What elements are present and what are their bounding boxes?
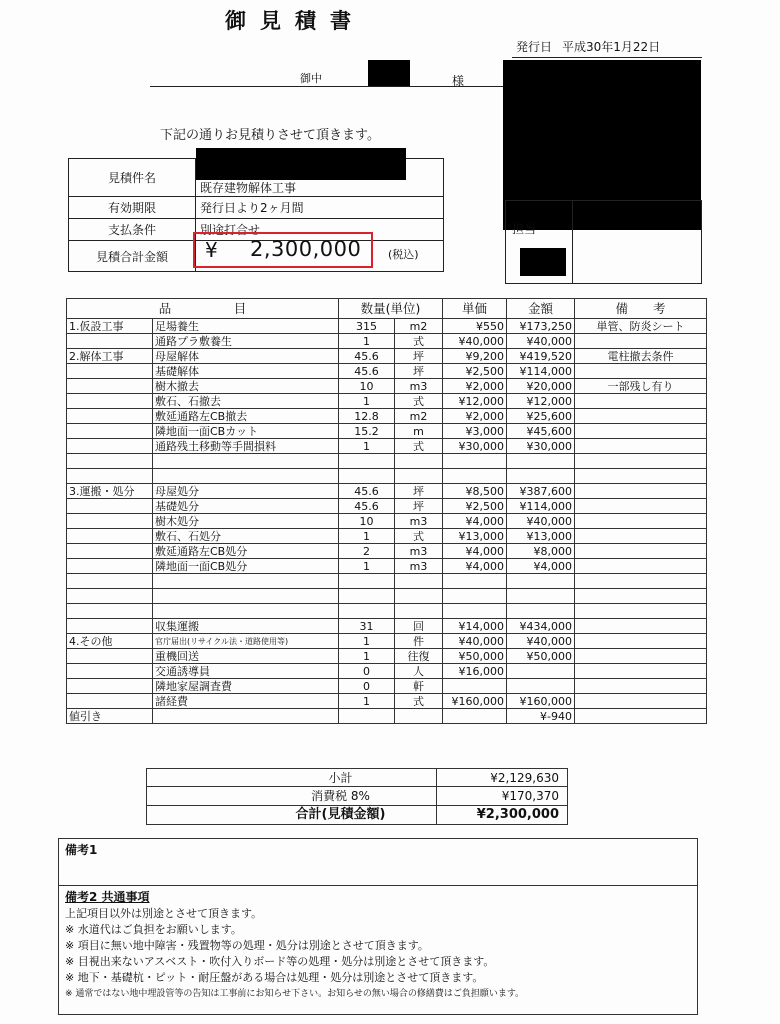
- qty-cell: [339, 469, 395, 484]
- price-cell: ¥9,200: [443, 349, 507, 364]
- item-cell: 諸経費: [153, 694, 339, 709]
- price-cell: [443, 454, 507, 469]
- amount-cell: ¥12,000: [507, 394, 575, 409]
- info-value: 別途打合せ: [200, 223, 261, 237]
- amount-cell: ¥40,000: [507, 634, 575, 649]
- qty-cell: 0: [339, 679, 395, 694]
- amount-cell: ¥434,000: [507, 619, 575, 634]
- price-cell: ¥40,000: [443, 634, 507, 649]
- qty-cell: 1: [339, 634, 395, 649]
- price-cell: ¥12,000: [443, 394, 507, 409]
- qty-cell: 45.6: [339, 349, 395, 364]
- price-cell: [443, 709, 507, 724]
- grand-total-label: 合計(見積金額): [147, 806, 437, 824]
- remarks-cell: [575, 679, 707, 694]
- price-cell: ¥2,500: [443, 499, 507, 514]
- item-cell: [153, 574, 339, 589]
- category-cell: [67, 664, 153, 679]
- table-row: [67, 349, 707, 364]
- amount-cell: ¥13,000: [507, 529, 575, 544]
- category-cell: [67, 439, 153, 454]
- amount-cell: [507, 469, 575, 484]
- total-yen-sign: ¥: [205, 238, 218, 262]
- remarks-cell: [575, 694, 707, 709]
- category-cell: [67, 529, 153, 544]
- price-cell: ¥2,000: [443, 409, 507, 424]
- item-cell: 隣地面一面CBカット: [153, 424, 339, 439]
- qty-cell: 10: [339, 379, 395, 394]
- category-cell: [67, 499, 153, 514]
- unit-cell: [395, 469, 443, 484]
- category-cell: [67, 604, 153, 619]
- qty-cell: [339, 589, 395, 604]
- table-row: [67, 529, 707, 544]
- remarks-cell: [575, 574, 707, 589]
- info-row-validity: [69, 197, 443, 219]
- amount-cell: ¥40,000: [507, 334, 575, 349]
- price-cell: ¥3,000: [443, 424, 507, 439]
- amount-cell: [507, 574, 575, 589]
- price-cell: ¥550: [443, 319, 507, 334]
- unit-cell: 坪: [395, 364, 443, 379]
- item-cell: 隣地家屋調査費: [153, 679, 339, 694]
- item-cell: [153, 604, 339, 619]
- price-cell: ¥4,000: [443, 559, 507, 574]
- unit-cell: 坪: [395, 484, 443, 499]
- remarks-line: ※ 地下・基礎杭・ピット・耐圧盤がある場合は処理・処分は別途とさせて頂きます。: [65, 971, 484, 984]
- table-row: [67, 334, 707, 349]
- item-cell: 樹木撤去: [153, 379, 339, 394]
- qty-cell: 10: [339, 514, 395, 529]
- remarks-cell: [575, 589, 707, 604]
- unit-cell: 式: [395, 439, 443, 454]
- table-row: [67, 709, 707, 724]
- price-cell: ¥16,000: [443, 664, 507, 679]
- qty-cell: [339, 604, 395, 619]
- unit-cell: 往復: [395, 649, 443, 664]
- issue-date-row: [512, 38, 702, 58]
- price-cell: ¥4,000: [443, 544, 507, 559]
- info-value: 発行日より2ヶ月間: [200, 201, 304, 215]
- remarks-cell: [575, 424, 707, 439]
- category-cell: 4.その他: [67, 634, 153, 649]
- category-cell: [67, 574, 153, 589]
- item-cell: 重機回送: [153, 649, 339, 664]
- item-cell: 敷石、石撤去: [153, 394, 339, 409]
- remarks-cell: [575, 454, 707, 469]
- table-row: [67, 424, 707, 439]
- unit-cell: 回: [395, 619, 443, 634]
- table-row: [67, 499, 707, 514]
- price-cell: [443, 469, 507, 484]
- item-cell: 官庁届出(リサイクル法・道路使用等): [153, 634, 339, 649]
- remarks-1-title: 備考1: [65, 843, 98, 857]
- price-cell: [443, 604, 507, 619]
- table-row: [67, 604, 707, 619]
- remarks-cell: [575, 409, 707, 424]
- issue-date-label: 発行日: [516, 40, 553, 54]
- items-table-wrap: [66, 298, 706, 724]
- subtotal-row: [146, 768, 568, 787]
- price-cell: [443, 589, 507, 604]
- remarks-cell: [575, 559, 707, 574]
- tax-row: [146, 787, 568, 806]
- remarks-line: ※ 項目に無い地中障害・残置物等の処理・処分は別途とさせて頂きます。: [65, 939, 429, 952]
- unit-cell: [395, 709, 443, 724]
- redacted-subject: [196, 148, 406, 180]
- category-cell: [67, 454, 153, 469]
- amount-cell: ¥114,000: [507, 499, 575, 514]
- item-cell: 敷延通路左CB撤去: [153, 409, 339, 424]
- table-row: [67, 484, 707, 499]
- amount-cell: ¥50,000: [507, 649, 575, 664]
- item-cell: [153, 454, 339, 469]
- category-cell: 1.仮設工事: [67, 319, 153, 334]
- qty-cell: 1: [339, 649, 395, 664]
- category-cell: [67, 544, 153, 559]
- amount-cell: ¥45,600: [507, 424, 575, 439]
- document-title: 御見積書: [225, 9, 365, 33]
- qty-cell: 15.2: [339, 424, 395, 439]
- grand-total-value: ¥2,300,000: [476, 807, 559, 822]
- category-cell: [67, 424, 153, 439]
- amount-cell: ¥114,000: [507, 364, 575, 379]
- unit-cell: 式: [395, 394, 443, 409]
- remarks-cell: 単管、防炎シート: [575, 319, 707, 334]
- item-cell: 通路プラ敷養生: [153, 334, 339, 349]
- tax-label: 消費税 8%: [147, 787, 437, 805]
- amount-cell: [507, 589, 575, 604]
- header-qty-unit: 数量(単位): [339, 299, 443, 319]
- qty-cell: [339, 574, 395, 589]
- table-row: [67, 634, 707, 649]
- unit-cell: 式: [395, 529, 443, 544]
- qty-cell: 45.6: [339, 499, 395, 514]
- onchu-label: 御中: [300, 72, 322, 85]
- category-cell: [67, 334, 153, 349]
- category-cell: [67, 649, 153, 664]
- item-cell: 収集運搬: [153, 619, 339, 634]
- unit-cell: m2: [395, 409, 443, 424]
- table-row: [67, 559, 707, 574]
- price-cell: ¥13,000: [443, 529, 507, 544]
- unit-cell: m3: [395, 379, 443, 394]
- qty-cell: 1: [339, 694, 395, 709]
- amount-cell: ¥30,000: [507, 439, 575, 454]
- qty-cell: 0: [339, 664, 395, 679]
- remarks-cell: [575, 709, 707, 724]
- remarks-2-box: [58, 885, 698, 1015]
- unit-cell: m3: [395, 544, 443, 559]
- category-cell: [67, 679, 153, 694]
- price-cell: [443, 679, 507, 694]
- total-amount: 2,300,000: [250, 237, 362, 261]
- unit-cell: 軒: [395, 679, 443, 694]
- intro-text: 下記の通りお見積りさせて頂きます。: [160, 128, 380, 143]
- category-cell: [67, 379, 153, 394]
- qty-cell: 1: [339, 334, 395, 349]
- qty-cell: 1: [339, 559, 395, 574]
- unit-cell: 坪: [395, 349, 443, 364]
- item-cell: 隣地面一面CB処分: [153, 559, 339, 574]
- header-remarks: 備 考: [575, 299, 707, 319]
- price-cell: ¥40,000: [443, 334, 507, 349]
- unit-cell: 坪: [395, 499, 443, 514]
- category-cell: [67, 364, 153, 379]
- remarks-cell: 一部残し有り: [575, 379, 707, 394]
- qty-cell: 45.6: [339, 484, 395, 499]
- remarks-cell: [575, 604, 707, 619]
- item-cell: [153, 709, 339, 724]
- table-row: [67, 514, 707, 529]
- unit-cell: 件: [395, 634, 443, 649]
- price-cell: ¥30,000: [443, 439, 507, 454]
- table-row: [67, 619, 707, 634]
- remarks-cell: [575, 664, 707, 679]
- price-cell: ¥50,000: [443, 649, 507, 664]
- price-cell: [443, 574, 507, 589]
- table-row: [67, 439, 707, 454]
- amount-cell: ¥419,520: [507, 349, 575, 364]
- qty-cell: 12.8: [339, 409, 395, 424]
- redacted-company: [368, 60, 410, 86]
- remarks-cell: 電柱撤去条件: [575, 349, 707, 364]
- unit-cell: [395, 604, 443, 619]
- qty-cell: 31: [339, 619, 395, 634]
- remarks-cell: [575, 484, 707, 499]
- qty-cell: 315: [339, 319, 395, 334]
- category-cell: 2.解体工事: [67, 349, 153, 364]
- table-row: [67, 544, 707, 559]
- table-row: [67, 379, 707, 394]
- item-cell: 交通誘導員: [153, 664, 339, 679]
- remarks-cell: [575, 544, 707, 559]
- redacted-stamp: [520, 248, 566, 276]
- amount-cell: [507, 664, 575, 679]
- info-label: 支払条件: [69, 219, 196, 240]
- info-value: 既存建物解体工事: [200, 181, 297, 195]
- remarks-1-box: [58, 838, 698, 886]
- item-cell: 敷延通路左CB処分: [153, 544, 339, 559]
- remarks-cell: [575, 634, 707, 649]
- info-label: 見積合計金額: [69, 241, 196, 271]
- item-cell: 母屋解体: [153, 349, 339, 364]
- price-cell: ¥2,500: [443, 364, 507, 379]
- table-row: [67, 364, 707, 379]
- items-table: [66, 298, 707, 724]
- subtotal-value: ¥2,129,630: [490, 771, 559, 785]
- remarks-cell: [575, 619, 707, 634]
- qty-cell: 1: [339, 529, 395, 544]
- subtotal-label: 小計: [147, 769, 437, 786]
- unit-cell: m: [395, 424, 443, 439]
- unit-cell: m3: [395, 514, 443, 529]
- item-cell: [153, 589, 339, 604]
- unit-cell: [395, 454, 443, 469]
- amount-cell: ¥160,000: [507, 694, 575, 709]
- remarks-cell: [575, 439, 707, 454]
- table-header-row: [67, 299, 707, 319]
- item-cell: 足場養生: [153, 319, 339, 334]
- unit-cell: m3: [395, 559, 443, 574]
- category-cell: [67, 694, 153, 709]
- amount-cell: [507, 604, 575, 619]
- unit-cell: 式: [395, 694, 443, 709]
- unit-cell: 人: [395, 664, 443, 679]
- header-amount: 金額: [507, 299, 575, 319]
- info-label: 有効期限: [69, 197, 196, 218]
- remarks-cell: [575, 499, 707, 514]
- issue-date-value: 平成30年1月22日: [562, 40, 661, 54]
- remarks-line: ※ 目視出来ないアスベスト・吹付入りボード等の処理・処分は別途とさせて頂きます。: [65, 955, 495, 968]
- tax-value: ¥170,370: [501, 789, 559, 803]
- amount-cell: ¥387,600: [507, 484, 575, 499]
- category-cell: [67, 589, 153, 604]
- stamp-divider: [572, 200, 573, 284]
- remarks-cell: [575, 364, 707, 379]
- table-row: [67, 589, 707, 604]
- grand-total-row: [146, 806, 568, 825]
- category-cell: 3.運搬・処分: [67, 484, 153, 499]
- unit-cell: [395, 574, 443, 589]
- table-row: [67, 574, 707, 589]
- amount-cell: ¥40,000: [507, 514, 575, 529]
- sama-label: 様: [452, 74, 465, 88]
- amount-cell: [507, 679, 575, 694]
- qty-cell: 1: [339, 394, 395, 409]
- amount-cell: ¥25,600: [507, 409, 575, 424]
- price-cell: ¥2,000: [443, 379, 507, 394]
- price-cell: ¥160,000: [443, 694, 507, 709]
- header-item: 品 目: [67, 299, 339, 319]
- summary-table: [146, 768, 568, 825]
- qty-cell: [339, 709, 395, 724]
- item-cell: 敷石、石処分: [153, 529, 339, 544]
- category-cell: [67, 559, 153, 574]
- tax-included-note: (税込): [388, 248, 419, 261]
- amount-cell: ¥8,000: [507, 544, 575, 559]
- qty-cell: 45.6: [339, 364, 395, 379]
- price-cell: ¥4,000: [443, 514, 507, 529]
- table-row: [67, 469, 707, 484]
- table-row: [67, 454, 707, 469]
- remarks-line: ※ 水道代はご負担をお願いします。: [65, 923, 242, 936]
- category-cell: [67, 514, 153, 529]
- unit-cell: [395, 589, 443, 604]
- table-row: [67, 649, 707, 664]
- amount-cell: ¥4,000: [507, 559, 575, 574]
- price-cell: ¥14,000: [443, 619, 507, 634]
- qty-cell: 1: [339, 439, 395, 454]
- table-row: [67, 409, 707, 424]
- category-cell: [67, 619, 153, 634]
- amount-cell: ¥20,000: [507, 379, 575, 394]
- remarks-cell: [575, 514, 707, 529]
- item-cell: [153, 469, 339, 484]
- item-cell: 基礎処分: [153, 499, 339, 514]
- price-cell: ¥8,500: [443, 484, 507, 499]
- item-cell: 母屋処分: [153, 484, 339, 499]
- remarks-line: 上記項目以外は別途とさせて頂きます。: [65, 907, 263, 920]
- category-cell: [67, 394, 153, 409]
- remarks-cell: [575, 649, 707, 664]
- header-price: 単価: [443, 299, 507, 319]
- items-body: [67, 319, 707, 724]
- qty-cell: [339, 454, 395, 469]
- remarks-line: ※ 通常ではない地中埋設管等の告知は工事前にお知らせ下さい。お知らせの無い場合の修繕費はご負担願います。: [65, 989, 525, 999]
- category-cell: 値引き: [67, 709, 153, 724]
- staff-label: 担当: [512, 222, 537, 236]
- table-row: [67, 694, 707, 709]
- remarks-cell: [575, 529, 707, 544]
- remarks-cell: [575, 394, 707, 409]
- amount-cell: [507, 454, 575, 469]
- unit-cell: m2: [395, 319, 443, 334]
- table-row: [67, 679, 707, 694]
- table-row: [67, 319, 707, 334]
- table-row: [67, 664, 707, 679]
- category-cell: [67, 409, 153, 424]
- info-label: 見積件名: [69, 159, 196, 196]
- item-cell: 樹木処分: [153, 514, 339, 529]
- qty-cell: 2: [339, 544, 395, 559]
- category-cell: [67, 469, 153, 484]
- remarks-cell: [575, 334, 707, 349]
- amount-cell: ¥-940: [507, 709, 575, 724]
- item-cell: 通路残土移動等手間損料: [153, 439, 339, 454]
- item-cell: 基礎解体: [153, 364, 339, 379]
- remarks-2-title: 備考2 共通事項: [65, 890, 150, 904]
- unit-cell: 式: [395, 334, 443, 349]
- amount-cell: ¥173,250: [507, 319, 575, 334]
- table-row: [67, 394, 707, 409]
- remarks-cell: [575, 469, 707, 484]
